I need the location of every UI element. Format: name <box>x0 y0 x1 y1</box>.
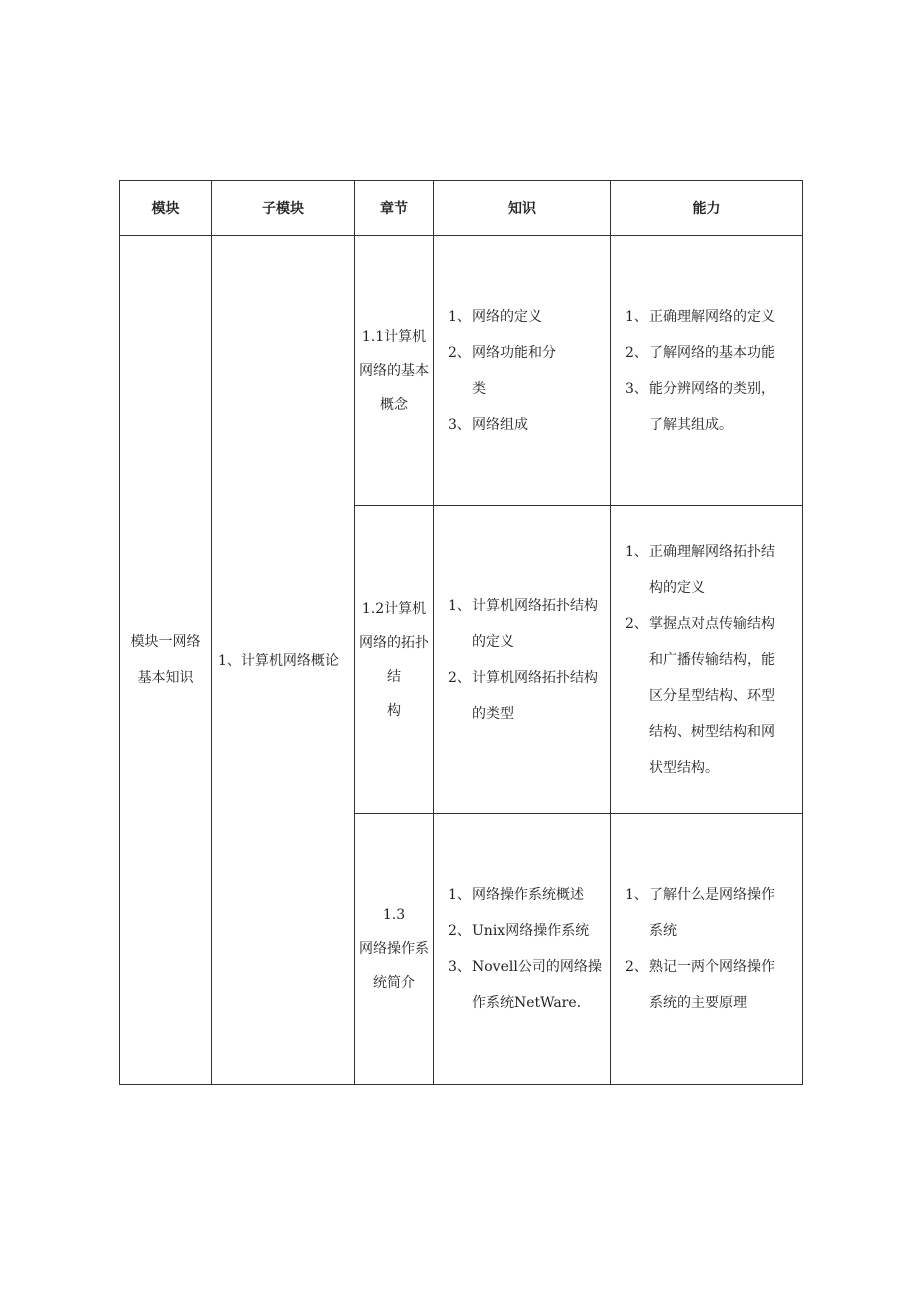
ability-text: 系统的主要原理 <box>649 995 747 1011</box>
ability-number: 2、 <box>625 615 648 632</box>
ability-item <box>611 335 802 371</box>
knowledge-item <box>434 335 610 407</box>
ability-list <box>611 877 802 1021</box>
ability-text: 状型结构。 <box>649 759 719 776</box>
chapter-title-line: 1.1计算机 <box>361 328 427 345</box>
curriculum-table <box>119 180 803 1085</box>
ability-number: 1、 <box>625 887 648 903</box>
ability-cell <box>611 506 803 814</box>
ability-text: 正确理解网络的定义 <box>649 308 775 325</box>
ability-item <box>611 949 802 1021</box>
module-cell <box>120 236 212 1085</box>
knowledge-text: 计算机网络拓扑结构 <box>472 669 598 686</box>
header-submodule: 子模块 <box>212 181 355 236</box>
ability-cell <box>611 236 803 506</box>
ability-item <box>611 606 802 786</box>
knowledge-list <box>434 299 610 443</box>
ability-text: 了解什么是网络操作 <box>649 887 775 903</box>
knowledge-text: 作系统NetWare. <box>472 995 582 1011</box>
chapter-title-line: 构 <box>387 702 401 719</box>
header-module: 模块 <box>120 181 212 236</box>
knowledge-text: 类 <box>472 380 486 397</box>
ability-text: 正确理解网络拓扑结 <box>649 543 775 560</box>
submodule-cell: 1、计算机网络概论 <box>212 236 355 1085</box>
knowledge-number: 3、 <box>448 416 471 433</box>
chapter-title-line: 1.3 <box>382 907 406 923</box>
chapter-title-line: 结 <box>387 668 401 685</box>
ability-list <box>611 299 802 443</box>
knowledge-number: 1、 <box>448 597 471 614</box>
ability-text: 能分辨网络的类别， <box>649 380 775 397</box>
ability-number: 1、 <box>625 308 648 325</box>
ability-text: 和广播传输结构，能 <box>649 651 775 668</box>
chapter-cell <box>355 814 434 1085</box>
ability-text: 了解其组成。 <box>649 416 733 433</box>
knowledge-text: 网络的定义 <box>472 308 542 325</box>
knowledge-text: 计算机网络拓扑结构 <box>472 597 598 614</box>
ability-item <box>611 299 802 335</box>
knowledge-number: 2、 <box>448 923 471 939</box>
knowledge-text: 的类型 <box>472 705 514 722</box>
ability-text: 熟记一两个网络操作 <box>649 959 775 975</box>
ability-number: 3、 <box>625 380 648 397</box>
knowledge-text: 网络组成 <box>472 416 528 433</box>
chapter-title-line: 概念 <box>380 396 408 413</box>
knowledge-number: 3、 <box>448 959 471 975</box>
ability-number: 1、 <box>625 543 648 560</box>
ability-text: 系统 <box>649 923 677 939</box>
header-chapter: 章节 <box>355 181 434 236</box>
chapter-title-line: 网络操作系 <box>359 941 429 957</box>
knowledge-number: 2、 <box>448 344 471 361</box>
module-name-line: 模块一网络 <box>130 634 201 650</box>
chapter-title-line: 1.2计算机 <box>361 600 427 617</box>
knowledge-list <box>434 588 610 732</box>
knowledge-item <box>434 660 610 732</box>
knowledge-text: Novell公司的网络操 <box>472 959 602 975</box>
module-name-line: 基本知识 <box>137 670 194 686</box>
knowledge-number: 1、 <box>448 308 471 325</box>
ability-item <box>611 534 802 606</box>
knowledge-list <box>434 877 610 1021</box>
ability-list <box>611 534 802 786</box>
knowledge-text: 网络操作系统概述 <box>472 887 584 903</box>
knowledge-item <box>434 913 610 949</box>
knowledge-text: Unix网络操作系统 <box>472 923 590 939</box>
ability-item <box>611 877 802 949</box>
header-ability: 能力 <box>611 181 803 236</box>
ability-text: 掌握点对点传输结构 <box>649 615 775 632</box>
knowledge-text: 网络功能和分 <box>472 344 556 361</box>
knowledge-cell <box>434 814 611 1085</box>
knowledge-cell <box>434 236 611 506</box>
ability-cell <box>611 814 803 1085</box>
table-row <box>120 236 803 506</box>
ability-text: 结构、树型结构和网 <box>649 723 775 740</box>
knowledge-number: 1、 <box>448 887 471 903</box>
ability-number: 2、 <box>625 344 648 361</box>
ability-item <box>611 371 802 443</box>
knowledge-cell <box>434 506 611 814</box>
knowledge-number: 2、 <box>448 669 471 686</box>
knowledge-item <box>434 407 610 443</box>
knowledge-item <box>434 588 610 660</box>
ability-text: 构的定义 <box>649 579 705 596</box>
ability-number: 2、 <box>625 959 648 975</box>
knowledge-item <box>434 299 610 335</box>
chapter-cell <box>355 236 434 506</box>
chapter-title-line: 网络的基本 <box>359 362 429 379</box>
knowledge-text: 的定义 <box>472 633 514 650</box>
header-row <box>120 181 803 236</box>
knowledge-item <box>434 949 610 1021</box>
header-knowledge: 知识 <box>434 181 611 236</box>
ability-text: 了解网络的基本功能 <box>649 344 775 361</box>
chapter-title-line: 统简介 <box>373 975 415 991</box>
knowledge-item <box>434 877 610 913</box>
ability-text: 区分星型结构、环型 <box>649 687 775 704</box>
chapter-title-line: 网络的拓扑 <box>359 634 429 651</box>
chapter-cell <box>355 506 434 814</box>
